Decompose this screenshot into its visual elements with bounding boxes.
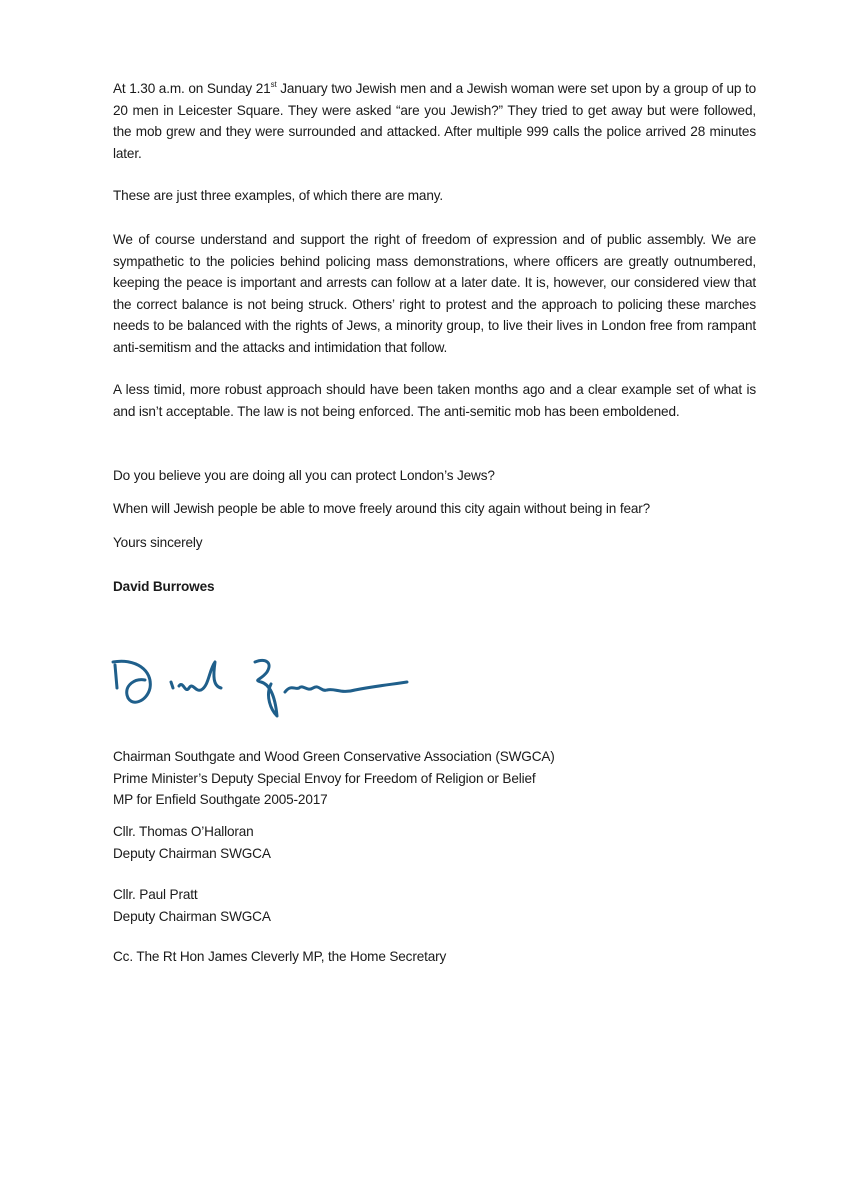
- paragraph-question-1: Do you believe you are doing all you can protect London’s Jews?: [113, 468, 495, 483]
- paragraph-incident: [113, 78, 756, 164]
- text: At 1.30 a.m. on Sunday 21: [113, 81, 271, 96]
- cosignatory-ohalloran: [113, 821, 756, 864]
- text: January two Jewish men and a Jewish woman were set upon by a group of up to 20 men in Leicester Square. They were asked “are you Jewish?” They tried to get away but were followed, the mob grew and they were surrounded and attacked. After multiple 999 calls the police arrived 28 minutes later.: [113, 81, 757, 161]
- cosignatory-pratt: [113, 884, 756, 927]
- title-line: Prime Minister’s Deputy Special Envoy for Freedom of Religion or Belief: [113, 770, 536, 786]
- paragraph-question-2: When will Jewish people be able to move freely around this city again without being in fear?: [113, 501, 651, 516]
- cc-line: Cc. The Rt Hon James Cleverly MP, the Home Secretary: [113, 949, 447, 964]
- cosignatory-name: Cllr. Paul Pratt: [113, 887, 198, 902]
- superscript: st: [270, 80, 277, 89]
- handwritten-signature: [105, 640, 415, 732]
- cosignatory-role: Deputy Chairman SWGCA: [113, 908, 271, 924]
- paragraph-robust: A less timid, more robust approach should have been taken months ago and a clear example set of what is and isn’t acceptable. The law is not being enforced. The anti-semitic mob has been emboldened.: [113, 382, 756, 419]
- signatory-name: David Burrowes: [113, 579, 215, 594]
- title-line: MP for Enfield Southgate 2005-2017: [113, 792, 328, 808]
- paragraph-examples: These are just three examples, of which there are many.: [113, 188, 443, 203]
- cosignatory-name: Cllr. Thomas O’Halloran: [113, 824, 254, 839]
- cosignatory-role: Deputy Chairman SWGCA: [113, 845, 271, 861]
- paragraph-policing: We of course understand and support the right of freedom of expression and of public assembly. We are sympathetic to the policies behind policing mass demonstrations, where officers are greatly outnumbered, keeping the peace is important and arrests can follow at a later date. It is, however, our considered view that the correct balance is not being struck. Others’ right to protest and the approach to policing these marches needs to be balanced with the rights of Jews, a minority group, to live their lives in London free from rampant anti-semitism and the attacks and intimidation that follow.: [113, 232, 756, 355]
- title-line: Chairman Southgate and Wood Green Conservative Association (SWGCA): [113, 749, 555, 764]
- signatory-titles: [113, 746, 756, 811]
- closing: Yours sincerely: [113, 535, 203, 550]
